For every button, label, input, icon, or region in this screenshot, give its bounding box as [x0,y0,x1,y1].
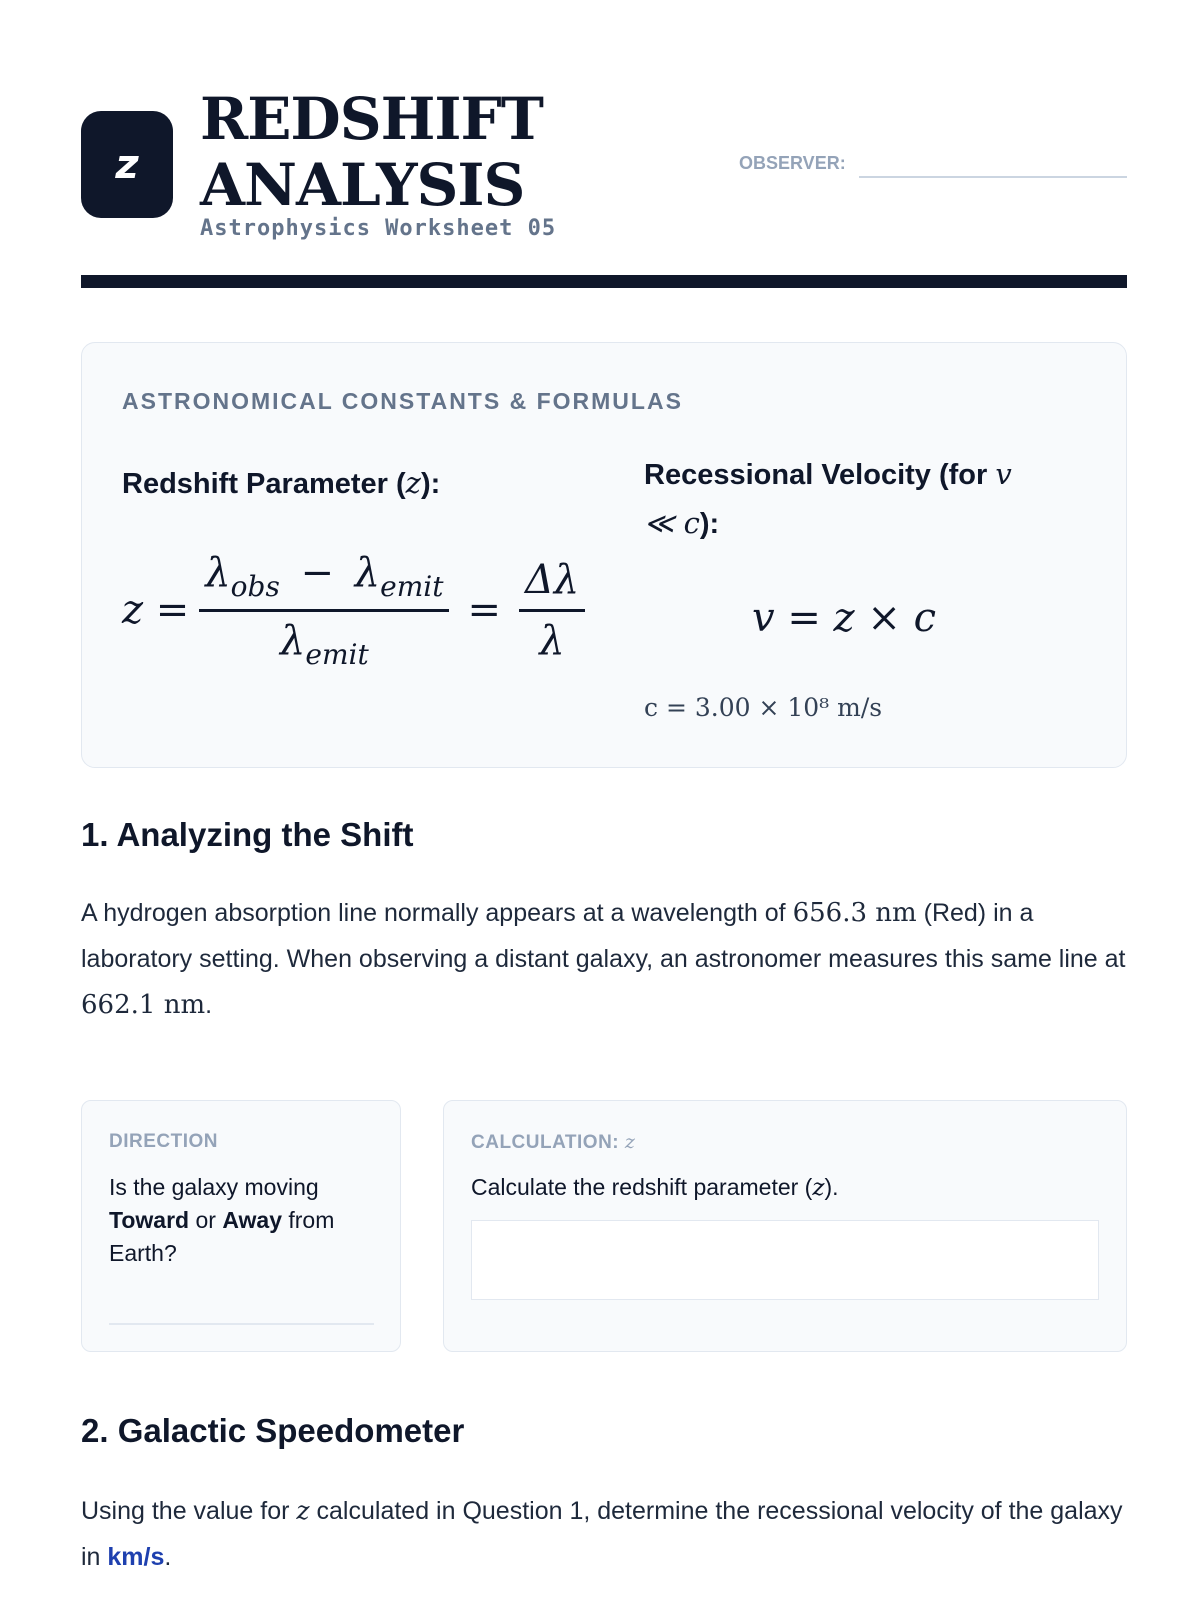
direction-answer-line[interactable] [109,1323,374,1325]
calculation-answer-box[interactable] [471,1220,1099,1300]
speed-of-light-constant: c = 3.00 × 10⁸ m/s [644,693,883,722]
calculation-prompt: Calculate the redshift parameter (z). [471,1174,839,1201]
section-1-title: 1. Analyzing the Shift [81,816,414,853]
observer-label: OBSERVER: [739,153,846,173]
velocity-formula-label: Recessional Velocity (for v ≪ c): [644,457,1012,540]
section-2-problem-text: Using the value for z calculated in Question 1, determine the recessional velocity of the galaxy in km/s. [81,1496,1123,1571]
header-divider [81,275,1127,288]
velocity-equation: v = z × c [752,595,936,641]
logo-letter: z [115,141,139,188]
wavelength-fraction: $\frac{\lambda_{obs} - \lambda_{emit}}{\lambda_{emit}}$ [199,550,449,671]
observed-wavelength-value: 662.1 nm [81,990,206,1020]
delta-lambda-fraction: $\frac{\Delta\lambda}{\lambda}$ [519,557,585,664]
redshift-formula-label: Redshift Parameter (z): [122,466,441,500]
section-1-problem-text: A hydrogen absorption line normally appears at a wavelength of 656.3 nm (Red) in a laboratory setting. When observing a distant galaxy, an astronomer measures this same line at 662.1 nm. [81,898,1126,1020]
redshift-equation: z = $\frac{\lambda_{obs} - \lambda_{emit}}{\lambda_{emit}}$ = $\frac{\Delta\lambda}{\lambda}$ [122,545,642,675]
formula-panel-heading: ASTRONOMICAL CONSTANTS & FORMULAS [122,388,683,414]
logo-badge [81,111,173,218]
title-line-1: REDSHIFT [200,85,543,153]
rest-wavelength-value: 656.3 nm [792,898,917,928]
observer-name-line[interactable] [859,176,1127,178]
calculation-card-label: CALCULATION: z [471,1131,636,1153]
calculation-card [443,1100,1127,1352]
direction-card [81,1100,401,1352]
direction-question: Is the galaxy moving Toward or Away from Earth? [109,1174,335,1266]
title-line-2: ANALYSIS [200,151,525,219]
page-title [200,86,543,218]
page-subtitle: Astrophysics Worksheet 05 [200,216,557,241]
section-2-title: 2. Galactic Speedometer [81,1412,465,1449]
direction-card-label: DIRECTION [109,1131,218,1152]
z-lhs: z = [122,587,190,633]
velocity-unit: km/s [107,1543,165,1571]
